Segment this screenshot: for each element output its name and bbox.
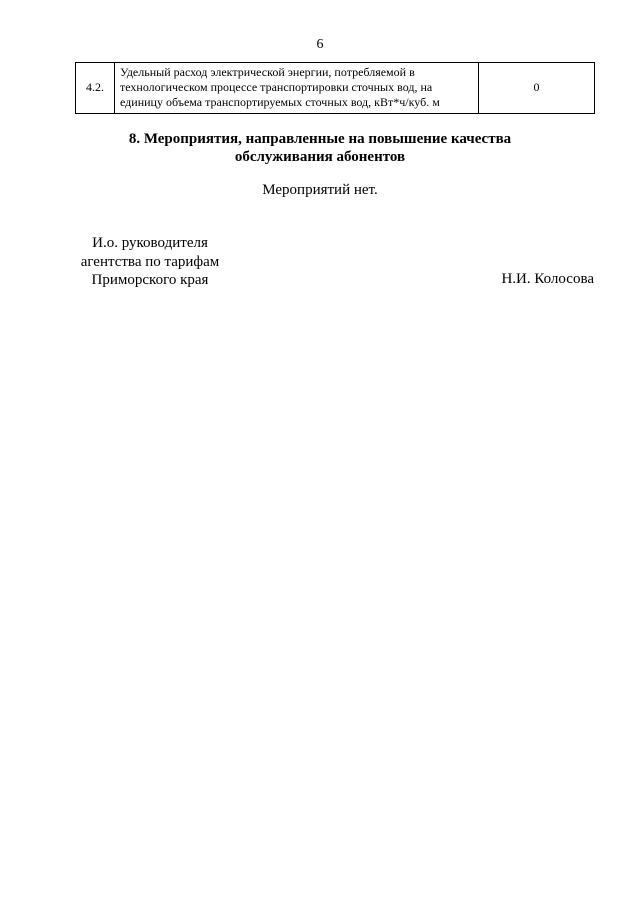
page-number: 6 bbox=[316, 37, 324, 52]
row-description-line: технологическом процессе транспортировки сточных вод, на bbox=[120, 80, 433, 94]
signatory-position-line: Приморского края bbox=[91, 272, 209, 288]
section-body-text: Мероприятий нет. bbox=[262, 182, 378, 198]
signatory-position-line: агентства по тарифам bbox=[80, 253, 220, 270]
section-heading-line: 8. Мероприятия, направленные на повышение качества bbox=[128, 131, 512, 147]
signatory-position-line: И.о. руководителя bbox=[92, 235, 208, 251]
row-value-cell: 0 bbox=[479, 63, 595, 114]
table-row bbox=[76, 63, 595, 114]
signatory-position bbox=[70, 234, 230, 290]
row-description-cell bbox=[115, 63, 479, 114]
section-heading-line: обслуживания абонентов bbox=[234, 149, 406, 165]
signatory-name: Н.И. Колосова bbox=[501, 271, 594, 287]
section-heading bbox=[0, 130, 640, 166]
indicators-table bbox=[75, 62, 595, 114]
row-description-line: Удельный расход электрической энергии, потребляемой в bbox=[120, 65, 415, 79]
row-description-line: единицу объема транспортируемых сточных вод, кВт*ч/куб. м bbox=[120, 95, 440, 109]
row-number-cell: 4.2. bbox=[76, 63, 115, 114]
